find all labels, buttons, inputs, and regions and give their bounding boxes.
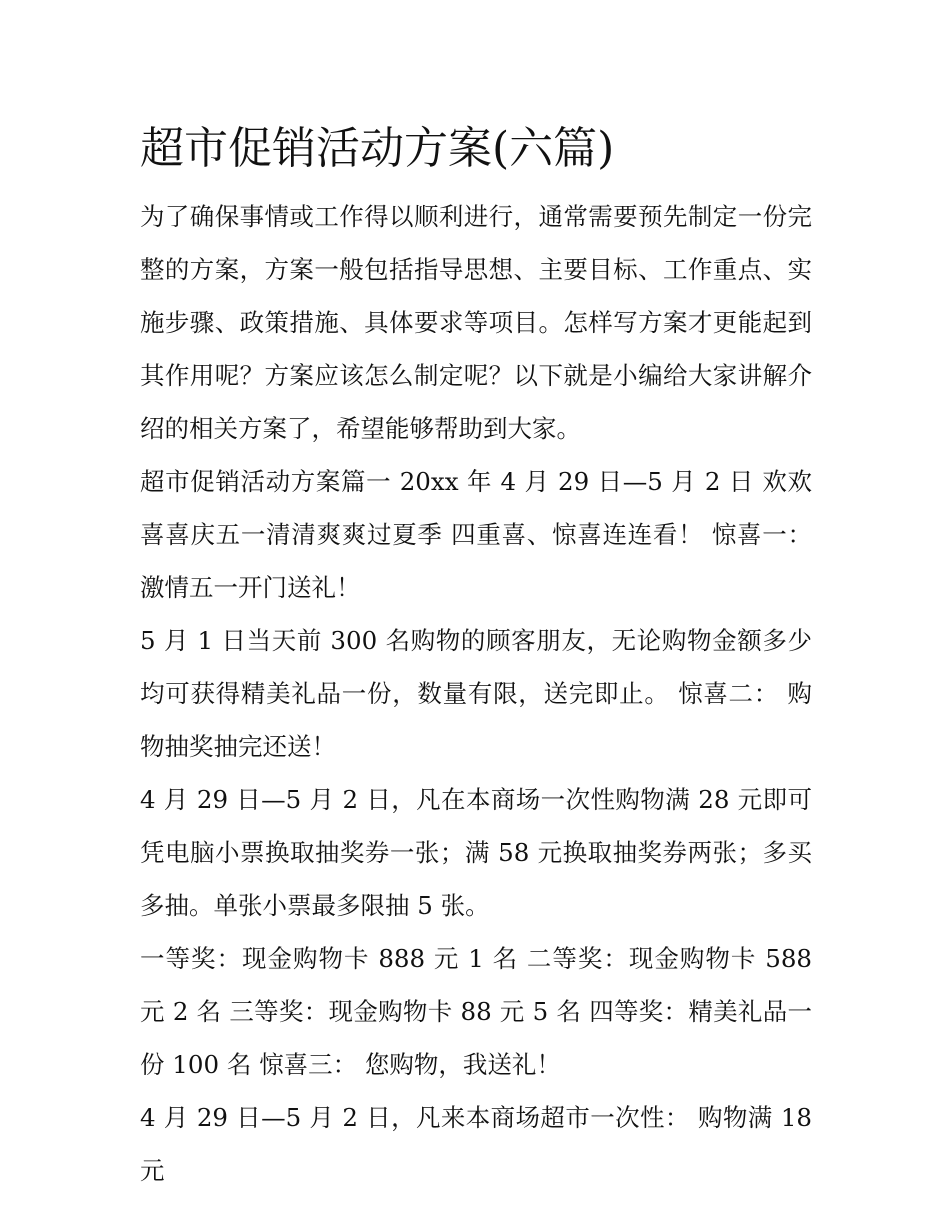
surprise-one-paragraph: 5 月 1 日当天前 300 名购物的顾客朋友，无论购物金额多少均可获得精美礼品一份，数量有限，送完即止。 惊喜二： 购物抽奖抽完还送！ <box>140 626 812 761</box>
prize-list-paragraph: 一等奖：现金购物卡 888 元 1 名 二等奖：现金购物卡 588 元 2 名 三等奖：现金购物卡 88 元 5 名 四等奖：精美礼品一份 100 名 惊喜三： 您购物，我送礼！ <box>140 944 812 1079</box>
document-title: 超市促销活动方案(六篇) <box>140 123 615 174</box>
surprise-two-paragraph: 4 月 29 日—5 月 2 日，凡在本商场一次性购物满 28 元即可凭电脑小票换取抽奖券一张；满 58 元换取抽奖券两张；多买多抽。单张小票最多限抽 5 张。 <box>140 785 812 920</box>
intro-paragraph: 为了确保事情或工作得以顺利进行，通常需要预先制定一份完整的方案，方案一般包括指导思想、主要目标、工作重点、实施步骤、政策措施、具体要求等项目。怎样写方案才更能起到其作用呢？方案应该怎么制定呢？以下就是小编给大家讲解介绍的相关方案了，希望能够帮助到大家。 <box>140 202 812 443</box>
document-body <box>140 118 812 1197</box>
surprise-three-paragraph: 4 月 29 日—5 月 2 日，凡来本商场超市一次性： 购物满 18 元 <box>140 1103 812 1185</box>
plan-one-paragraph: 超市促销活动方案篇一 20xx 年 4 月 29 日—5 月 2 日 欢欢喜喜庆五一清清爽爽过夏季 四重喜、惊喜连连看！ 惊喜一： 激情五一开门送礼！ <box>140 467 812 602</box>
